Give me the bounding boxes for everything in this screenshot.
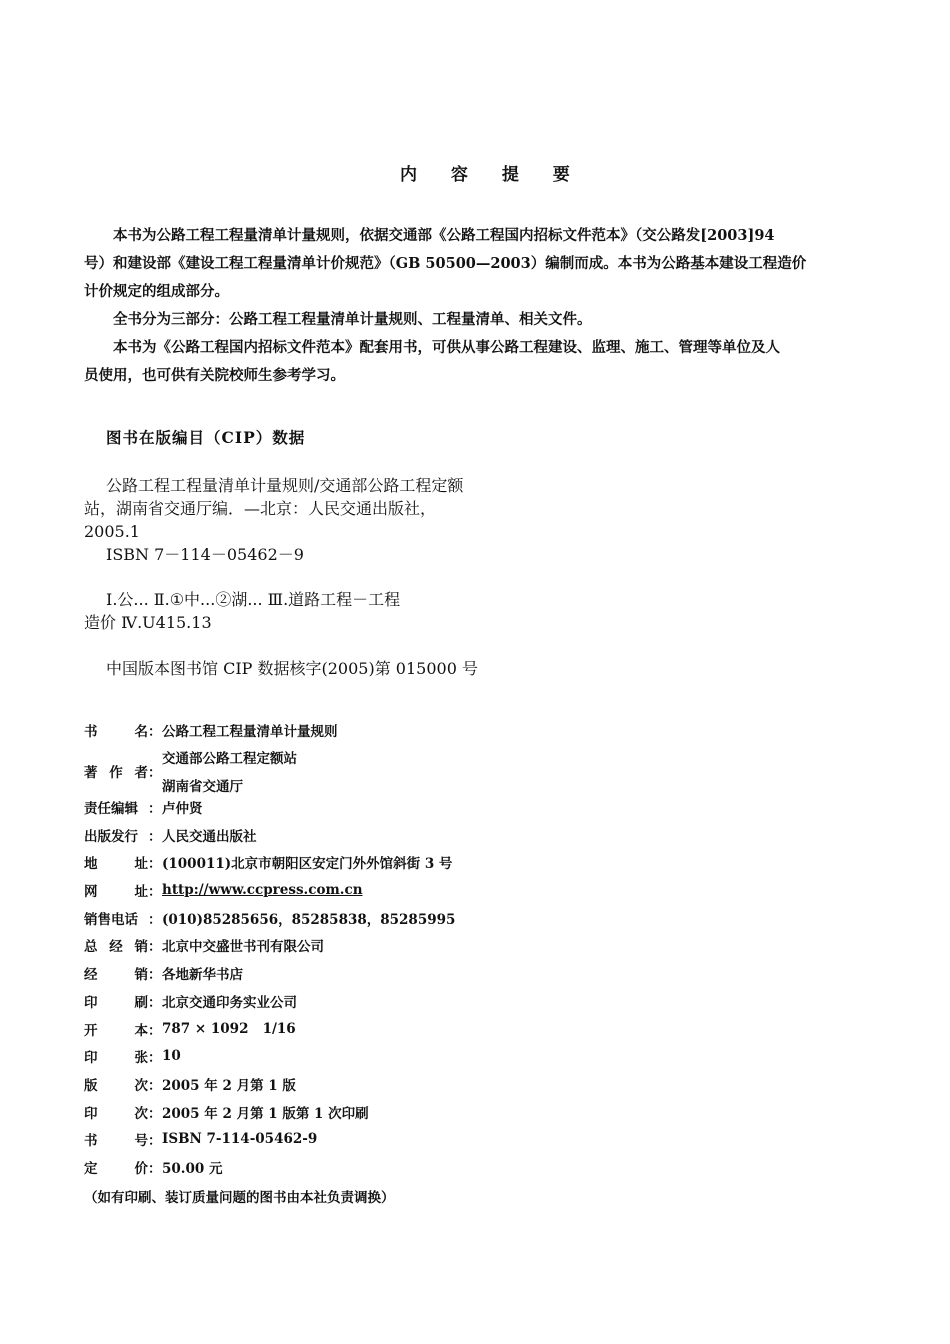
summary-heading: 内 容 提 要: [400, 165, 584, 185]
info-label-char: 价: [134, 1161, 148, 1177]
summary-paragraph-3-line-1: 本书为《公路工程国内招标文件范本》配套用书，可供从事公路工程建设、监理、施工、管理等单位及人: [113, 339, 780, 356]
summary-paragraph-3: [84, 334, 844, 362]
cip-record: 中国版本图书馆 CIP 数据核字(2005)第 015000 号: [106, 659, 478, 678]
info-colon: ：: [148, 1078, 162, 1094]
info-label-char: 经: [84, 967, 98, 983]
info-label-publisher: 出版发行: [84, 829, 138, 845]
info-value-price: 50.00 元: [162, 1161, 223, 1177]
info-row-printer: [84, 990, 297, 1012]
info-colon: ：: [148, 1023, 162, 1039]
summary-paragraph-3-cont: [84, 362, 844, 390]
info-label-char: 刷: [134, 995, 148, 1011]
info-row-price: [84, 1156, 222, 1178]
info-label-char: 定: [84, 1161, 98, 1177]
info-label-char: 印: [84, 1106, 98, 1122]
info-value-editor: 卢仲贤: [162, 801, 203, 817]
info-label-char: 书: [84, 1133, 98, 1149]
info-colon: ：: [148, 1161, 162, 1177]
info-row-impression: [84, 1101, 369, 1123]
info-label-char: 本: [134, 1023, 148, 1039]
info-colon: ：: [148, 1106, 162, 1122]
info-label-isbn: [84, 1129, 148, 1149]
summary-paragraph-2: 全书分为三部分：公路工程工程量清单计量规则、工程量清单、相关文件。: [113, 311, 592, 328]
info-label-char: 号: [134, 1133, 148, 1149]
cip-title: 图书在版编目（CIP）数据: [106, 428, 306, 447]
info-value-address: (100011)北京市朝阳区安定门外外馆斜街 3 号: [162, 856, 453, 872]
info-value-edition: 2005 年 2 月第 1 版: [162, 1078, 296, 1094]
cip-subject: [84, 588, 564, 634]
info-value-isbn: ISBN 7-114-05462-9: [162, 1131, 318, 1147]
cip-entry-line-3: 2005.1: [84, 522, 140, 541]
info-label-general-distributor: [84, 935, 148, 955]
info-row-general-distributor: [84, 934, 324, 956]
info-value-author-2: 湖南省交通厅: [162, 779, 243, 795]
website-link[interactable]: http://www.ccpress.com.cn: [162, 882, 363, 898]
info-row-isbn: [84, 1128, 317, 1150]
info-colon: ：: [148, 967, 162, 983]
info-value-impression: 2005 年 2 月第 1 版第 1 次印刷: [162, 1106, 369, 1122]
info-label-char: 名: [134, 724, 148, 740]
info-label-book-title: [84, 720, 148, 740]
info-colon: ：: [148, 884, 162, 900]
cip-entry-line-1: 公路工程工程量清单计量规则/交通部公路工程定额: [106, 476, 464, 495]
summary-paragraph-1-line-3: 计价规定的组成部分。: [84, 283, 229, 300]
cip-entry-line-4: ISBN 7－114－05462－9: [106, 545, 304, 564]
info-colon: ：: [148, 1050, 162, 1066]
info-label-char: 印: [84, 995, 98, 1011]
info-label-char: 版: [84, 1078, 98, 1094]
info-colon: ：: [148, 995, 162, 1011]
info-label-address: [84, 852, 148, 872]
info-value-sheets: 10: [162, 1048, 181, 1064]
info-row-book-title: [84, 719, 338, 741]
info-label-distributor: [84, 963, 148, 983]
info-label-char: 总: [84, 939, 98, 955]
info-label-char: 地: [84, 856, 98, 872]
info-label-char: 址: [134, 884, 148, 900]
info-label-char: 次: [134, 1106, 148, 1122]
info-label-phone: 销售电话: [84, 912, 138, 928]
info-row-edition: [84, 1073, 296, 1095]
info-colon: ：: [148, 939, 162, 955]
info-row-address: [84, 851, 452, 873]
info-colon: ：: [148, 856, 162, 872]
info-value-publisher: 人民交通出版社: [162, 829, 257, 845]
info-row-sheets: [84, 1045, 181, 1067]
info-colon: ：: [148, 765, 162, 781]
info-label-printer: [84, 991, 148, 1011]
info-label-impression: [84, 1102, 148, 1122]
quality-note: （如有印刷、装订质量问题的图书由本社负责调换）: [84, 1190, 395, 1206]
info-row-publisher: [84, 824, 257, 846]
info-colon: ：: [148, 912, 162, 928]
info-label-char: 经: [109, 939, 123, 955]
info-label-char: 者: [134, 765, 148, 781]
info-row-phone: [84, 907, 455, 929]
info-colon: ：: [148, 801, 162, 817]
info-row-format: [84, 1018, 296, 1040]
cip-entry-line-2: 站，湖南省交通厅编．—北京：人民交通出版社，: [84, 499, 437, 518]
cip-subject-line-1: Ⅰ.公... Ⅱ.①中...②湖... Ⅲ.道路工程－工程: [106, 590, 401, 609]
info-label-char: 张: [134, 1050, 148, 1066]
info-label-website: [84, 880, 148, 900]
summary-paragraph-1: [84, 222, 844, 250]
info-label-char: 印: [84, 1050, 98, 1066]
info-colon: ：: [148, 724, 162, 740]
info-value-book-title: 公路工程工程量清单计量规则: [162, 724, 338, 740]
info-label-sheets: [84, 1046, 148, 1066]
info-colon: ：: [148, 1133, 162, 1149]
info-value-distributor: 各地新华书店: [162, 967, 243, 983]
info-label-editor: 责任编辑: [84, 801, 138, 817]
summary-paragraph-1-line-2: 号）和建设部《建设工程工程量清单计价规范》（GB 50500—2003）编制而成。本书为公路基本建设工程造价: [84, 255, 807, 272]
info-label-char: 著: [84, 765, 98, 781]
info-value-format: 787 × 1092 1/16: [162, 1021, 296, 1037]
info-label-char: 销: [134, 939, 148, 955]
info-value-phone: (010)85285656，85285838，85285995: [162, 912, 456, 928]
info-row-editor: [84, 796, 203, 818]
info-label-char: 次: [134, 1078, 148, 1094]
info-value-author-1: 交通部公路工程定额站: [162, 751, 297, 767]
summary-paragraph-1-line-1: 本书为公路工程工程量清单计量规则，依据交通部《公路工程国内招标文件范本》（交公路发[2003]94: [113, 227, 775, 244]
info-row-author-2: [84, 774, 243, 796]
summary-paragraph-3-line-2: 员使用，也可供有关院校师生参考学习。: [84, 367, 345, 384]
info-label-format: [84, 1019, 148, 1039]
info-label-char: 址: [134, 856, 148, 872]
info-label-char: 开: [84, 1023, 98, 1039]
info-label-char: 书: [84, 724, 98, 740]
info-value-general-distributor: 北京中交盛世书刊有限公司: [162, 939, 324, 955]
info-row-website: [84, 879, 363, 901]
info-value-printer: 北京交通印务实业公司: [162, 995, 297, 1011]
summary-paragraph-1-cont: [84, 250, 844, 306]
cip-subject-line-2: 造价 Ⅳ.U415.13: [84, 613, 212, 632]
info-label-price: [84, 1157, 148, 1177]
info-label-char: 网: [84, 884, 98, 900]
info-label-char: 作: [109, 765, 123, 781]
info-row-distributor: [84, 962, 243, 984]
info-colon: ：: [148, 829, 162, 845]
cip-entry: [84, 474, 564, 566]
info-label-char: 销: [134, 967, 148, 983]
info-label-edition: [84, 1074, 148, 1094]
